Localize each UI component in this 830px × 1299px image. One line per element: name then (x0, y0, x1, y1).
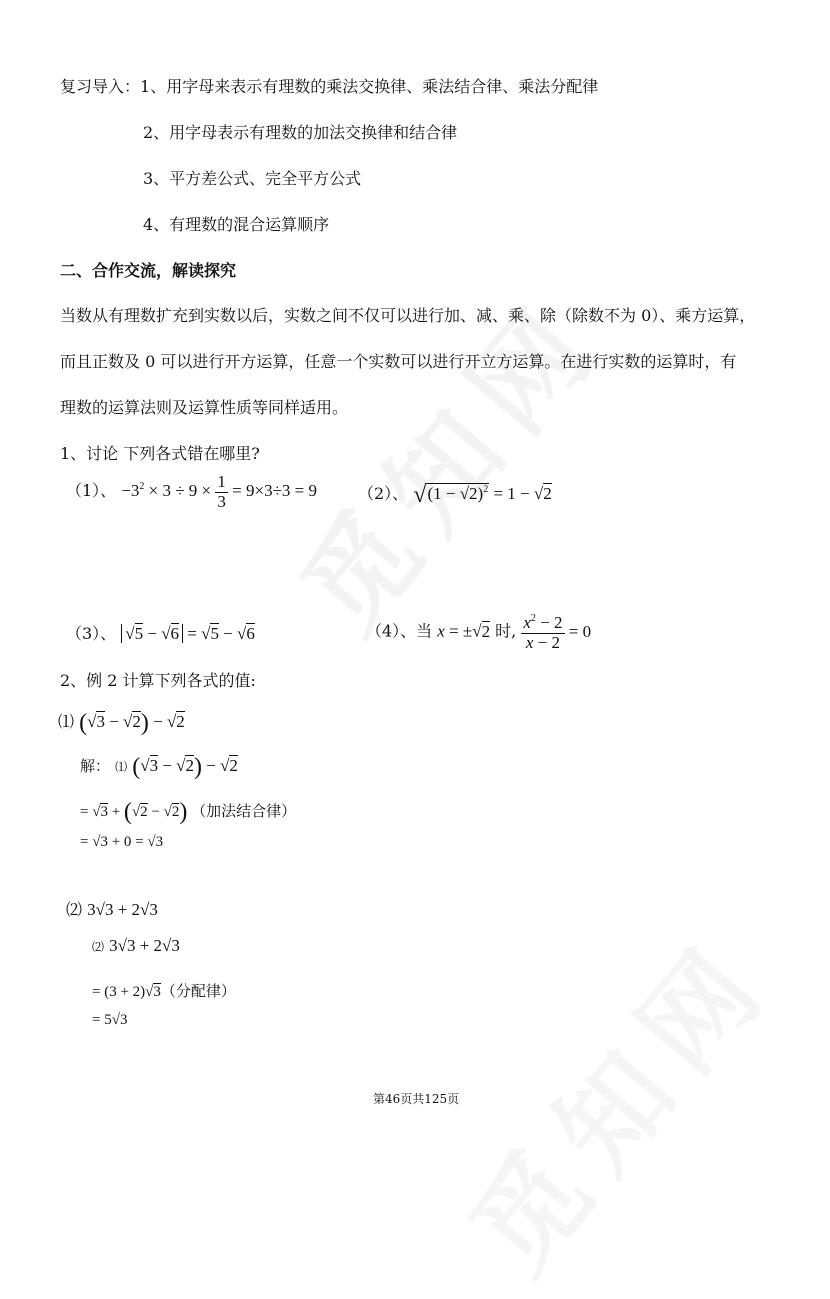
solution-step-4: = 5√3 (92, 1012, 128, 1028)
review-item-3: 3、平方差公式、完全平方公式 (143, 169, 362, 188)
review-item-2: 2、用字母表示有理数的加法交换律和结合律 (143, 123, 458, 142)
p2-formula: 3√3 + 2√3 (87, 900, 158, 919)
solution-step-1 (80, 800, 296, 824)
p1-formula: (√3 − √2) − √2 (79, 710, 185, 736)
review-item-4: 4、有理数的混合运算顺序 (143, 215, 330, 234)
page-number: 第46页共125页 (373, 1092, 460, 1106)
solution-label: 解： (80, 759, 111, 775)
step1-note: （加法结合律） (191, 804, 297, 820)
q1-formula: $-3^2 \times 3 \div 9$ × $\frac{1}{3}$ = 9×3÷3 = 9 (121, 472, 317, 511)
q2-label: （2）、 (358, 484, 409, 503)
question-3 (66, 621, 255, 644)
step1-formula: = √3 + (√2 − √2) (80, 799, 188, 825)
sol1-formula: (√3 − √2) − √2 (132, 754, 238, 780)
question-2 (358, 481, 552, 507)
step3-formula: = (3 + 2)√3 (92, 984, 161, 1000)
paragraph-line-2: 而且正数及 0 可以进行开方运算，任意一个实数可以进行开立方运算。在进行实数的运算时，有 (60, 352, 737, 371)
paragraph-line-3: 理数的运算法则及运算性质等同样适用。 (60, 398, 349, 417)
problem-1 (58, 709, 185, 735)
q4-label: （4）、当 (366, 621, 433, 641)
fraction: $\frac{x^2 - 2}{x - 2}$ (523, 613, 563, 652)
q3-formula: √5 − √6 = √5 − √6 (121, 623, 255, 643)
sol1-label: ⑴ (115, 760, 128, 774)
fraction: $\frac{1}{3}$ (217, 472, 226, 511)
solution-step-2: = √3 + 0 = √3 (80, 834, 164, 850)
q2-formula: $√(1 - √2)^2 = 1 - √2$ (413, 482, 552, 508)
discuss-title: 1、讨论 下列各式错在哪里? (60, 444, 260, 463)
sol2-label: ⑵ (92, 940, 105, 954)
step3-note: （分配律） (160, 984, 236, 1000)
watermark-bottom (429, 899, 801, 1299)
q3-label: （3）、 (66, 624, 117, 643)
review-label: 复习导入： (60, 77, 141, 96)
sol2-formula: 3√3 + 2√3 (109, 936, 180, 955)
q4-condition: x = ±√2 (437, 621, 491, 641)
q4-when: 时, (495, 621, 517, 641)
q1-tail: = 9×3÷3 = 9 (232, 481, 317, 501)
section-heading: 二、合作交流，解读探究 (60, 261, 237, 280)
question-1 (66, 473, 317, 511)
review-item-1: 1、用字母来表示有理数的乘法交换律、乘法结合律、乘法分配律 (140, 77, 599, 96)
question-4 (366, 613, 591, 652)
q1-label: （1）、 (66, 481, 117, 501)
p2-label: ⑵ (66, 900, 83, 919)
solution-1 (80, 755, 238, 779)
q4-formula: $\frac{x^2 - 2}{x - 2}$ = 0 (523, 613, 592, 652)
review-line-1 (60, 74, 598, 97)
example-title: 2、例 2 计算下列各式的值: (60, 671, 256, 690)
p1-label: ⑴ (58, 712, 75, 731)
solution-2 (92, 936, 180, 956)
problem-2 (66, 897, 158, 920)
paragraph-line-1: 当数从有理数扩充到实数以后，实数之间不仅可以进行加、减、乘、除（除数不为 0）、乘方运算， (60, 306, 756, 325)
solution-step-3 (92, 980, 236, 1001)
